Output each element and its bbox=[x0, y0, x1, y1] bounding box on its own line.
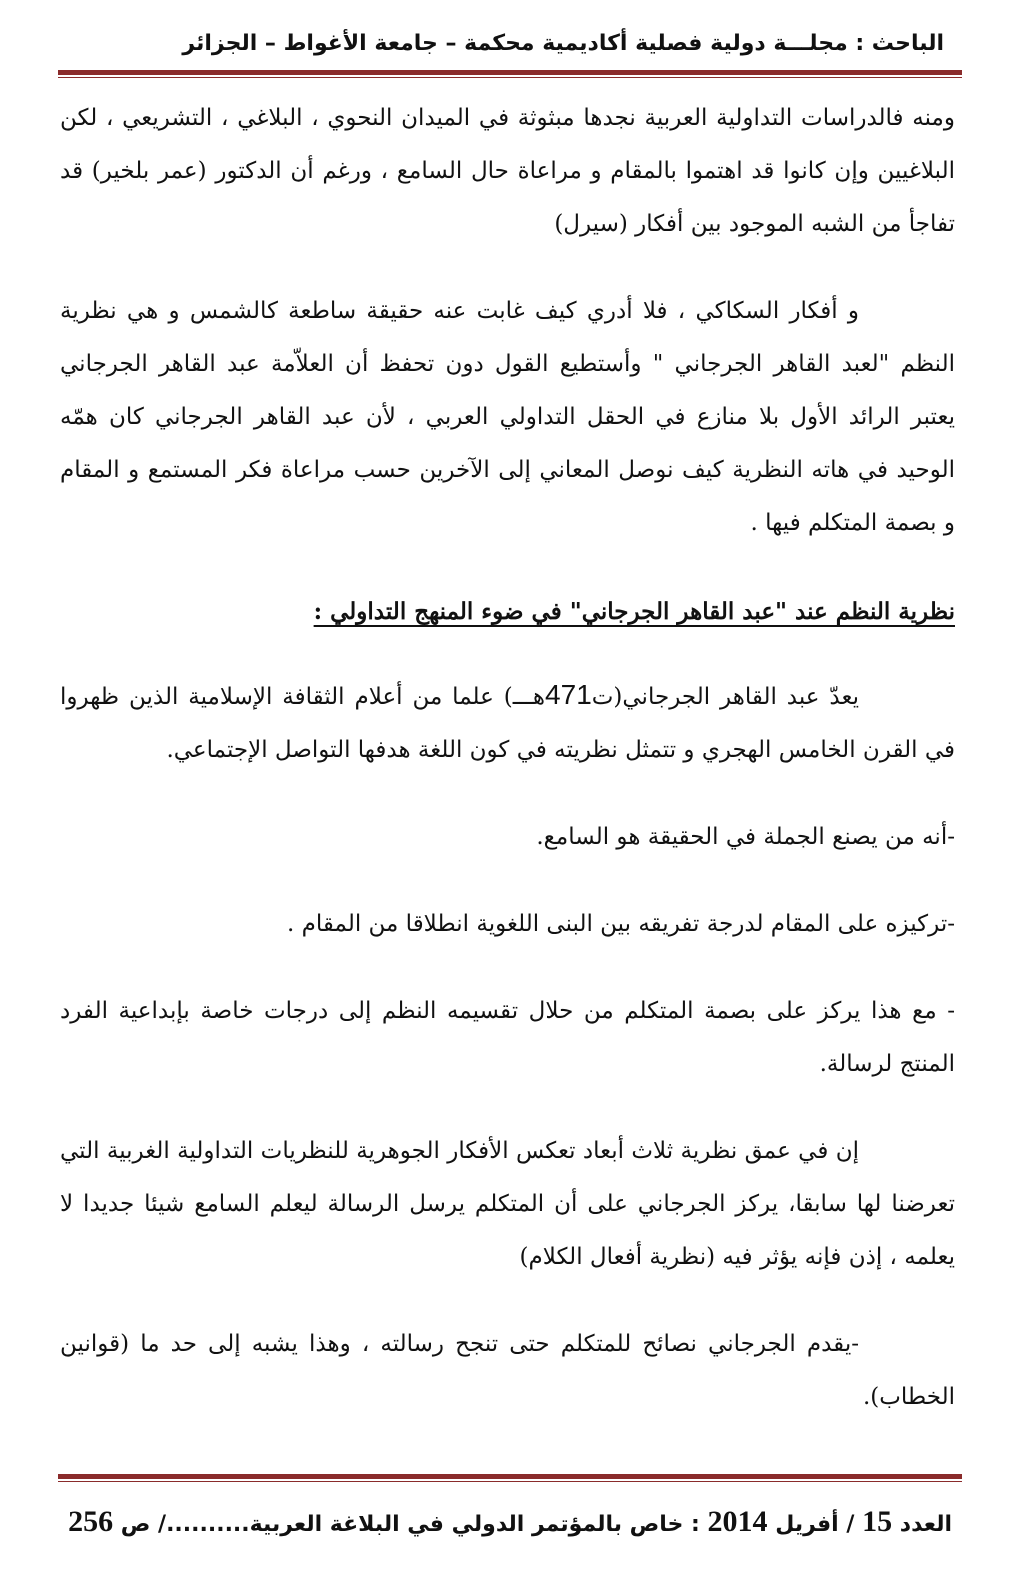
bullet-2: -تركيزه على المقام لدرجة تفريقه بين البنى اللغوية انطلاقا من المقام . bbox=[287, 911, 955, 937]
special-issue-note: : خاص بالمؤتمر الدولي في البلاغة العربية........../ bbox=[158, 1512, 700, 1537]
death-year: 471 bbox=[545, 679, 592, 710]
paragraph-2: و أفكار السكاكي ، فلا أدري كيف غابت عنه حقيقة ساطعة كالشمس و هي نظرية النظم "لعبد القاهر الجرجاني " وأستطيع القول دون تحفظ أن العلاّمة عبد القاهر الجرجاني يعتبر الرائد الأول بلا منازع في الحقل التداولي العربي ، لأن عبد القاهر الجرجاني كان همّه الوحيد في هاته النظرية كيف نوصل المعاني إلى الآخرين حسب مراعاة فكر المستمع و المقام و بصمة المتكلم فيها . bbox=[60, 298, 955, 536]
page-body bbox=[60, 92, 955, 1424]
issue-number: 15 bbox=[862, 1505, 893, 1538]
header-divider bbox=[58, 70, 962, 78]
bullet-1: -أنه من يصنع الجملة في الحقيقة هو السامع. bbox=[536, 824, 955, 850]
footer-divider bbox=[58, 1474, 962, 1482]
section-heading: نظرية النظم عند "عبد القاهر الجرجاني" في ضوء المنهج التداولي : bbox=[313, 598, 955, 625]
paragraph-4: إن في عمق نظرية ثلاث أبعاد تعكس الأفكار الجوهرية للنظريات التداولية الغربية التي تعرضنا لها سابقا، يركز الجرجاني على أن المتكلم يرسل الرسالة ليعلم السامع شيئا جديدا لا يعلمه ، إذن فإنه يؤثر فيه (نظرية أفعال الكلام) bbox=[60, 1138, 955, 1270]
journal-footer bbox=[68, 1492, 952, 1552]
issue-label: العدد bbox=[899, 1512, 952, 1537]
issue-month: أفريل bbox=[775, 1512, 839, 1537]
paragraph-5: -يقدم الجرجاني نصائح للمتكلم حتى تنجح رسالته ، وهذا يشبه إلى حد ما (قوانين الخطاب). bbox=[60, 1331, 955, 1410]
page-number: 256 bbox=[68, 1505, 114, 1538]
page-label: ص bbox=[120, 1512, 151, 1537]
paragraph-1: ومنه فالدراسات التداولية العربية نجدها مبثوثة في الميدان النحوي ، البلاغي ، التشريعي ، لكن البلاغيين وإن كانوا قد اهتموا بالمقام و مراعاة حال السامع ، ورغم أن الدكتور (عمر بلخير) قد تفاجأ من الشبه الموجود بين أفكار (سيرل) bbox=[60, 105, 955, 237]
journal-header: الباحث : مجلـــة دولية فصلية أكاديمية محكمة – جامعة الأغواط – الجزائر bbox=[182, 31, 944, 56]
bullet-3: - مع هذا يركز على بصمة المتكلم من حلال تقسيمه النظم إلى درجات خاصة بإبداعية الفرد المنتج لرسالة. bbox=[60, 998, 955, 1077]
paragraph-3: يعدّ عبد القاهر الجرجاني(ت471هـــ) علما من أعلام الثقافة الإسلامية الذين ظهروا في القرن الخامس الهجري و تتمثل نظريته في كون اللغة هدفها التواصل الإجتماعي. bbox=[60, 679, 955, 763]
footer-separator: / bbox=[846, 1512, 855, 1537]
issue-year: 2014 bbox=[707, 1505, 768, 1538]
